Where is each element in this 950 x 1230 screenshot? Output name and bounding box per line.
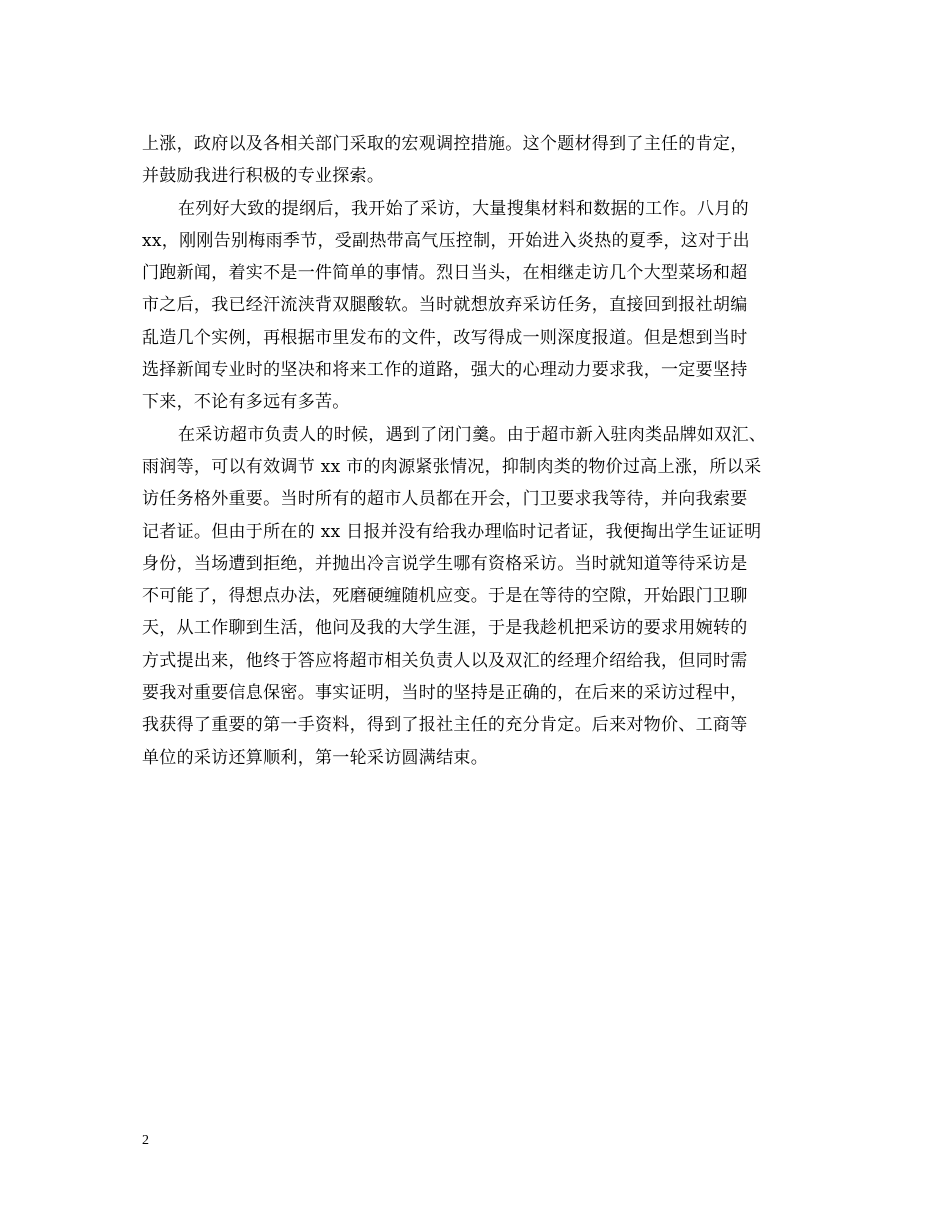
text-line: 门跑新闻，着实不是一件简单的事情。烈日当头，在相继走访几个大型菜场和超: [142, 263, 748, 284]
text-line: 下来，不论有多远有多苦。: [142, 392, 350, 413]
text-line: 要我对重要信息保密。事实证明，当时的坚持是正确的，在后来的采访过程中，: [142, 683, 748, 704]
text-line: 身份，当场遭到拒绝，并抛出冷言说学生哪有资格采访。当时就知道等待采访是: [142, 553, 748, 574]
text-line: 雨润等，可以有效调节 xx 市的肉源紧张情况，抑制肉类的物价过高上涨，所以采: [142, 456, 762, 477]
text-line: 上涨，政府以及各相关部门采取的宏观调控措施。这个题材得到了主任的肯定，: [142, 134, 748, 154]
text-line: xx，刚刚告别梅雨季节，受副热带高气压控制，开始进入炎热的夏季，这对于出: [142, 230, 750, 251]
text-line: 方式提出来，他终于答应将超市相关负责人以及双汇的经理介绍给我，但同时需: [142, 650, 748, 671]
text-line: 访任务格外重要。当时所有的超市人员都在开会，门卫要求我等待，并向我索要: [142, 489, 748, 510]
text-line: 并鼓励我进行积极的专业探索。: [142, 166, 385, 187]
text-line: 乱造几个实例，再根据市里发布的文件，改写得成一则深度报道。但是想到当时: [142, 327, 748, 348]
text-line: 记者证。但由于所在的 xx 日报并没有给我办理临时记者证，我便掏出学生证证明: [142, 521, 762, 542]
body-text: [142, 128, 802, 774]
paragraph-first-line: 在列好大致的提纲后，我开始了采访，大量搜集材料和数据的工作。八月的: [178, 198, 749, 219]
text-line: 市之后，我已经汗流浃背双腿酸软。当时就想放弃采访任务，直接回到报社胡编: [142, 295, 748, 316]
paragraph-first-line: 在采访超市负责人的时候，遇到了闭门羹。由于超市新入驻肉类品牌如双汇、: [178, 424, 767, 445]
text-line: 选择新闻专业时的坚决和将来工作的道路，强大的心理动力要求我，一定要坚持: [142, 360, 748, 381]
text-line: 不可能了，得想点办法，死磨硬缠随机应变。于是在等待的空隙，开始跟门卫聊: [142, 586, 748, 607]
text-line: 我获得了重要的第一手资料，得到了报社主任的充分肯定。后来对物价、工商等: [142, 715, 748, 736]
text-line: 单位的采访还算顺利，第一轮采访圆满结束。: [142, 747, 488, 768]
page-number: 2: [142, 1133, 149, 1148]
text-line: 天，从工作聊到生活，他问及我的大学生涯，于是我趁机把采访的要求用婉转的: [142, 618, 748, 639]
